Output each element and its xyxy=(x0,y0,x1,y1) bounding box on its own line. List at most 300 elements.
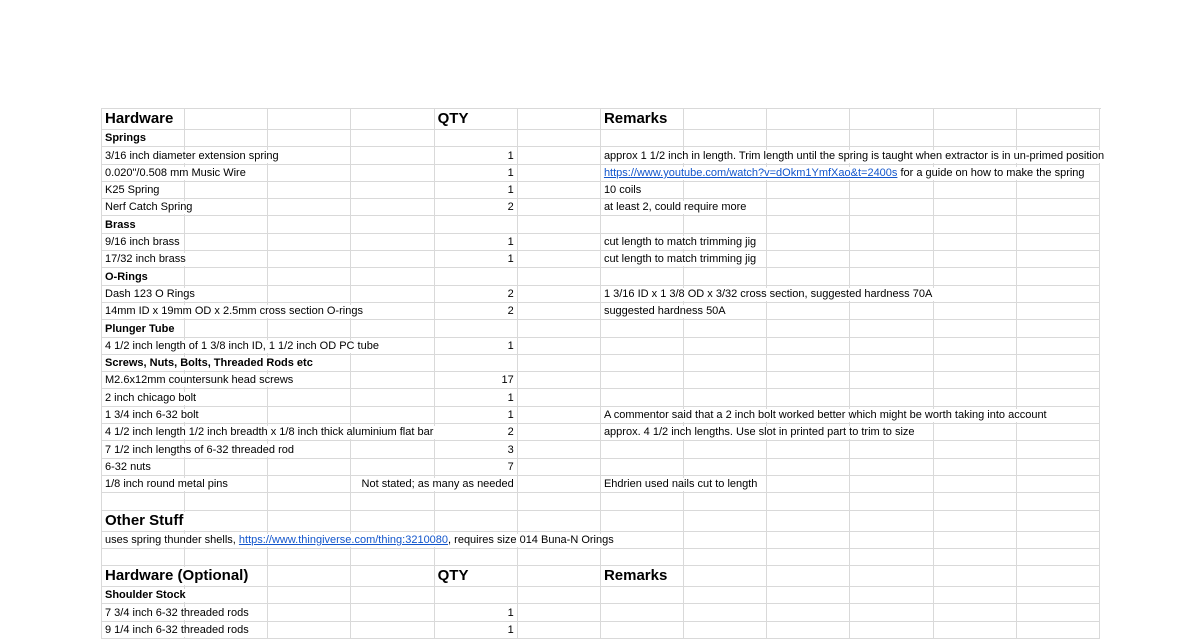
grid-cell xyxy=(1017,338,1100,355)
grid-cell xyxy=(767,109,850,130)
grid-cell xyxy=(102,338,379,355)
grid-cell xyxy=(1017,532,1100,549)
grid-cell xyxy=(601,165,1085,182)
grid-cell xyxy=(850,303,933,320)
grid-cell xyxy=(934,566,1017,587)
grid-cell xyxy=(601,199,747,216)
grid-cell xyxy=(268,604,351,621)
grid-cell xyxy=(518,476,601,493)
grid-cell xyxy=(684,372,767,389)
grid-cell xyxy=(850,338,933,355)
grid-cell xyxy=(185,234,268,251)
grid-cell xyxy=(684,511,767,532)
grid-cell xyxy=(601,216,684,233)
grid-cell xyxy=(351,234,434,251)
grid-cell xyxy=(850,549,933,566)
sheet-row-section xyxy=(102,130,1101,147)
grid-cell xyxy=(435,216,518,233)
spreadsheet-grid xyxy=(101,108,1105,639)
grid-cell xyxy=(102,441,294,458)
grid-cell xyxy=(268,549,351,566)
grid-cell xyxy=(934,320,1017,337)
grid-cell xyxy=(601,424,915,441)
grid-cell xyxy=(934,372,1017,389)
grid-cell xyxy=(435,109,518,130)
grid-cell xyxy=(601,234,757,251)
grid-cell xyxy=(934,476,1017,493)
grid-cell xyxy=(102,622,249,639)
grid-cell xyxy=(102,147,279,164)
grid-cell xyxy=(268,268,351,285)
grid-cell xyxy=(684,355,767,372)
grid-cell xyxy=(518,303,601,320)
sheet-row-big xyxy=(102,511,1101,532)
grid-cell xyxy=(934,109,1017,130)
grid-cell xyxy=(268,389,351,406)
grid-cell xyxy=(185,251,268,268)
grid-cell xyxy=(102,130,185,147)
sheet-row-item xyxy=(102,459,1101,476)
grid-cell xyxy=(850,511,933,532)
grid-cell xyxy=(435,320,518,337)
grid-cell xyxy=(601,493,684,510)
grid-cell xyxy=(102,493,185,510)
grid-cell xyxy=(435,587,518,604)
item-name: 9/16 inch brass xyxy=(102,236,183,249)
grid-cell xyxy=(351,459,434,476)
section-title: Brass xyxy=(102,219,139,232)
grid-cell xyxy=(351,511,434,532)
grid-cell xyxy=(850,441,933,458)
grid-cell xyxy=(518,372,601,389)
grid-cell xyxy=(185,549,268,566)
grid-cell xyxy=(850,389,933,406)
grid-cell xyxy=(435,493,518,510)
grid-cell xyxy=(351,407,434,424)
grid-cell xyxy=(850,109,933,130)
grid-cell xyxy=(767,476,850,493)
grid-cell xyxy=(102,476,228,493)
item-qty: 2 xyxy=(505,201,517,214)
grid-cell xyxy=(351,549,434,566)
grid-cell xyxy=(934,338,1017,355)
grid-cell xyxy=(435,338,518,355)
grid-cell xyxy=(850,130,933,147)
grid-cell xyxy=(102,268,185,285)
grid-cell xyxy=(934,355,1017,372)
item-name: 4 1/2 inch length 1/2 inch breadth x 1/8 inch thick aluminium flat bar xyxy=(102,426,436,439)
grid-cell xyxy=(185,459,268,476)
grid-cell xyxy=(850,493,933,510)
sheet-row-section xyxy=(102,320,1101,337)
grid-cell xyxy=(934,587,1017,604)
grid-cell xyxy=(767,199,850,216)
section-title: Screws, Nuts, Bolts, Threaded Rods etc xyxy=(102,357,316,370)
grid-cell xyxy=(601,338,684,355)
grid-cell xyxy=(435,355,518,372)
grid-cell xyxy=(351,372,434,389)
grid-cell xyxy=(268,234,351,251)
item-qty: 17 xyxy=(499,374,517,387)
item-name: 7 3/4 inch 6-32 threaded rods xyxy=(102,607,252,620)
grid-cell xyxy=(767,604,850,621)
grid-cell xyxy=(684,130,767,147)
hyperlink[interactable]: https://www.thingiverse.com/thing:3210080 xyxy=(238,533,449,546)
grid-cell xyxy=(185,320,268,337)
grid-cell xyxy=(102,389,197,406)
grid-cell xyxy=(518,407,601,424)
grid-cell xyxy=(934,493,1017,510)
text-segment: uses spring thunder shells, xyxy=(105,533,239,546)
grid-cell xyxy=(601,604,684,621)
grid-cell xyxy=(601,459,684,476)
grid-cell xyxy=(767,216,850,233)
item-qty: 1 xyxy=(505,167,517,180)
grid-cell xyxy=(268,130,351,147)
grid-cell xyxy=(518,199,601,216)
grid-cell xyxy=(102,459,185,476)
grid-cell xyxy=(767,622,850,639)
item-remarks: cut length to match trimming jig xyxy=(601,253,759,266)
item-remarks: 1 3/16 ID x 1 3/8 OD x 3/32 cross section, suggested hardness 70A xyxy=(601,288,935,301)
grid-cell xyxy=(601,268,684,285)
qty-column-header: QTY xyxy=(435,567,472,585)
grid-cell xyxy=(351,355,434,372)
grid-cell xyxy=(850,459,933,476)
sheet-row-section xyxy=(102,587,1101,604)
grid-cell xyxy=(518,604,601,621)
grid-cell xyxy=(1017,251,1100,268)
grid-cell xyxy=(1017,372,1100,389)
item-name: 0.020"/0.508 mm Music Wire xyxy=(102,167,249,180)
grid-cell xyxy=(1017,320,1100,337)
grid-cell xyxy=(435,549,518,566)
item-qty: 2 xyxy=(505,305,517,318)
grid-cell xyxy=(351,147,434,164)
item-remarks: approx. 4 1/2 inch lengths. Use slot in printed part to trim to size xyxy=(601,426,918,439)
grid-cell xyxy=(518,109,601,130)
grid-cell xyxy=(351,251,434,268)
grid-cell xyxy=(102,182,185,199)
remarks-column-header: Remarks xyxy=(601,567,670,585)
grid-cell xyxy=(351,320,434,337)
grid-cell xyxy=(850,532,933,549)
grid-cell xyxy=(767,389,850,406)
grid-cell xyxy=(351,566,434,587)
grid-cell xyxy=(435,130,518,147)
grid-cell xyxy=(684,566,767,587)
item-remarks: cut length to match trimming jig xyxy=(601,236,759,249)
grid-cell xyxy=(767,441,850,458)
grid-cell xyxy=(934,549,1017,566)
grid-cell xyxy=(934,424,1017,441)
grid-cell xyxy=(435,303,518,320)
grid-cell xyxy=(351,441,434,458)
grid-cell xyxy=(185,216,268,233)
grid-cell xyxy=(102,355,313,372)
grid-cell xyxy=(351,286,434,303)
grid-cell xyxy=(934,251,1017,268)
grid-cell xyxy=(767,268,850,285)
grid-cell xyxy=(684,532,767,549)
grid-cell xyxy=(684,109,767,130)
item-qty: 2 xyxy=(505,426,517,439)
grid-cell xyxy=(684,389,767,406)
grid-cell xyxy=(767,251,850,268)
grid-cell xyxy=(767,303,850,320)
sheet-row-item xyxy=(102,604,1101,621)
grid-cell xyxy=(518,165,601,182)
grid-cell xyxy=(518,459,601,476)
grid-cell xyxy=(1017,303,1100,320)
item-remarks: 10 coils xyxy=(601,184,644,197)
grid-cell xyxy=(102,424,434,441)
grid-cell xyxy=(934,182,1017,199)
grid-cell xyxy=(102,251,185,268)
grid-cell xyxy=(518,493,601,510)
table-title: Hardware xyxy=(102,110,176,128)
grid-cell xyxy=(351,199,434,216)
grid-cell xyxy=(684,549,767,566)
item-name: 7 1/2 inch lengths of 6-32 threaded rod xyxy=(102,444,297,457)
grid-cell xyxy=(1017,587,1100,604)
grid-cell xyxy=(1017,493,1100,510)
grid-cell xyxy=(850,199,933,216)
grid-cell xyxy=(102,604,249,621)
grid-cell xyxy=(850,320,933,337)
grid-cell xyxy=(268,493,351,510)
grid-cell xyxy=(1017,566,1100,587)
item-name: Nerf Catch Spring xyxy=(102,201,195,214)
grid-cell xyxy=(767,532,850,549)
item-name: 4 1/2 inch length of 1 3/8 inch ID, 1 1/2 inch OD PC tube xyxy=(102,340,382,353)
grid-cell xyxy=(601,303,726,320)
grid-cell xyxy=(518,234,601,251)
grid-cell xyxy=(767,182,850,199)
grid-cell xyxy=(518,566,601,587)
grid-cell xyxy=(518,286,601,303)
grid-cell xyxy=(601,147,1105,164)
sheet-row-item xyxy=(102,407,1101,424)
grid-cell xyxy=(102,165,246,182)
grid-cell xyxy=(1017,389,1100,406)
sheet-row-empty xyxy=(102,549,1101,566)
grid-cell xyxy=(268,109,351,130)
grid-cell xyxy=(1017,441,1100,458)
grid-cell xyxy=(850,268,933,285)
sheet-row-section xyxy=(102,216,1101,233)
grid-cell xyxy=(934,286,1017,303)
grid-cell xyxy=(1017,182,1100,199)
grid-cell xyxy=(102,216,185,233)
sheet-row-item xyxy=(102,441,1101,458)
sheet-row-item xyxy=(102,234,1101,251)
grid-cell xyxy=(601,286,933,303)
grid-cell xyxy=(767,130,850,147)
grid-cell xyxy=(934,441,1017,458)
grid-cell xyxy=(435,165,518,182)
grid-cell xyxy=(518,320,601,337)
grid-cell xyxy=(518,216,601,233)
grid-cell xyxy=(850,372,933,389)
grid-cell xyxy=(684,622,767,639)
sheet-row-item xyxy=(102,424,1101,441)
sheet-row-item xyxy=(102,182,1101,199)
grid-cell xyxy=(767,355,850,372)
grid-cell xyxy=(601,587,684,604)
item-name: 6-32 nuts xyxy=(102,461,154,474)
grid-cell xyxy=(1017,424,1100,441)
grid-cell xyxy=(1017,109,1100,130)
item-name: 9 1/4 inch 6-32 threaded rods xyxy=(102,624,252,637)
item-name: 3/16 inch diameter extension spring xyxy=(102,150,282,163)
grid-cell xyxy=(518,355,601,372)
grid-cell xyxy=(435,407,518,424)
item-qty: 1 xyxy=(505,253,517,266)
grid-cell xyxy=(435,389,518,406)
grid-cell xyxy=(601,372,684,389)
grid-cell xyxy=(850,566,933,587)
item-qty: 7 xyxy=(505,461,517,474)
item-name: 14mm ID x 19mm OD x 2.5mm cross section O-rings xyxy=(102,305,366,318)
grid-cell xyxy=(351,109,434,130)
grid-cell xyxy=(518,441,601,458)
grid-cell xyxy=(268,622,351,639)
grid-cell xyxy=(518,182,601,199)
grid-cell xyxy=(684,441,767,458)
item-qty: Not stated; as many as needed xyxy=(359,478,517,491)
grid-cell xyxy=(435,459,518,476)
grid-cell xyxy=(435,251,518,268)
grid-cell xyxy=(102,320,185,337)
item-name: 1/8 inch round metal pins xyxy=(102,478,231,491)
item-remarks xyxy=(601,167,1088,180)
grid-cell xyxy=(767,493,850,510)
grid-cell xyxy=(351,604,434,621)
sheet-row-header xyxy=(102,566,1101,587)
grid-cell xyxy=(684,268,767,285)
item-name: 1 3/4 inch 6-32 bolt xyxy=(102,409,202,422)
sheet-row-item xyxy=(102,476,1101,493)
item-name: M2.6x12mm countersunk head screws xyxy=(102,374,296,387)
grid-cell xyxy=(268,320,351,337)
grid-cell xyxy=(684,459,767,476)
grid-cell xyxy=(185,587,268,604)
text-segment: , requires size 014 Buna-N Orings xyxy=(448,533,614,546)
grid-cell xyxy=(268,165,351,182)
grid-cell xyxy=(1017,604,1100,621)
qty-column-header: QTY xyxy=(435,110,472,128)
grid-cell xyxy=(850,216,933,233)
grid-cell xyxy=(1017,355,1100,372)
grid-cell xyxy=(435,566,518,587)
grid-cell xyxy=(601,251,757,268)
item-qty: 1 xyxy=(505,236,517,249)
grid-cell xyxy=(102,511,185,532)
grid-cell xyxy=(351,389,434,406)
grid-cell xyxy=(435,604,518,621)
grid-cell xyxy=(361,476,518,493)
item-name: Dash 123 O Rings xyxy=(102,288,198,301)
grid-cell xyxy=(351,130,434,147)
grid-cell xyxy=(351,216,434,233)
grid-cell xyxy=(268,459,351,476)
sheet-row-item xyxy=(102,372,1101,389)
section-title: Shoulder Stock xyxy=(102,589,189,602)
grid-cell xyxy=(850,476,933,493)
grid-cell xyxy=(850,234,933,251)
item-qty: 2 xyxy=(505,288,517,301)
grid-cell xyxy=(934,604,1017,621)
text-segment: for a guide on how to make the spring xyxy=(897,166,1085,179)
grid-cell xyxy=(934,216,1017,233)
grid-cell xyxy=(518,424,601,441)
grid-cell xyxy=(850,355,933,372)
grid-cell xyxy=(435,147,518,164)
grid-cell xyxy=(518,389,601,406)
grid-cell xyxy=(934,532,1017,549)
section-title: Plunger Tube xyxy=(102,323,177,336)
grid-cell xyxy=(102,532,614,549)
grid-cell xyxy=(767,566,850,587)
grid-cell xyxy=(1017,234,1100,251)
grid-cell xyxy=(435,234,518,251)
grid-cell xyxy=(601,407,1047,424)
sheet-row-item xyxy=(102,338,1101,355)
grid-cell xyxy=(1017,286,1100,303)
grid-cell xyxy=(1017,476,1100,493)
sheet-row-item xyxy=(102,251,1101,268)
grid-cell xyxy=(934,459,1017,476)
grid-cell xyxy=(268,251,351,268)
grid-cell xyxy=(767,338,850,355)
section-title: O-Rings xyxy=(102,271,151,284)
grid-cell xyxy=(435,286,518,303)
item-qty: 1 xyxy=(505,392,517,405)
grid-cell xyxy=(435,511,518,532)
grid-cell xyxy=(435,441,518,458)
item-qty: 3 xyxy=(505,444,517,457)
grid-cell xyxy=(185,493,268,510)
grid-cell xyxy=(684,216,767,233)
grid-cell xyxy=(102,303,363,320)
grid-cell xyxy=(1017,130,1100,147)
item-remarks: approx 1 1/2 inch in length. Trim length until the spring is taught when extractor is in un-primed position xyxy=(601,150,1107,163)
item-qty: 1 xyxy=(505,624,517,637)
hyperlink[interactable]: https://www.youtube.com/watch?v=dOkm1YmfXao&t=2400s xyxy=(603,166,898,179)
item-qty: 1 xyxy=(505,607,517,620)
grid-cell xyxy=(601,182,684,199)
sheet-row-item xyxy=(102,165,1101,182)
grid-cell xyxy=(268,182,351,199)
grid-cell xyxy=(268,216,351,233)
grid-cell xyxy=(185,182,268,199)
grid-cell xyxy=(102,372,294,389)
grid-cell xyxy=(934,389,1017,406)
grid-cell xyxy=(435,622,518,639)
grid-cell xyxy=(850,587,933,604)
sheet-row-section xyxy=(102,355,1101,372)
grid-cell xyxy=(684,320,767,337)
item-qty: 1 xyxy=(505,184,517,197)
grid-cell xyxy=(351,165,434,182)
grid-cell xyxy=(684,338,767,355)
grid-cell xyxy=(518,338,601,355)
grid-cell xyxy=(435,182,518,199)
grid-cell xyxy=(268,511,351,532)
sheet-row-empty xyxy=(102,493,1101,510)
grid-cell xyxy=(102,407,199,424)
